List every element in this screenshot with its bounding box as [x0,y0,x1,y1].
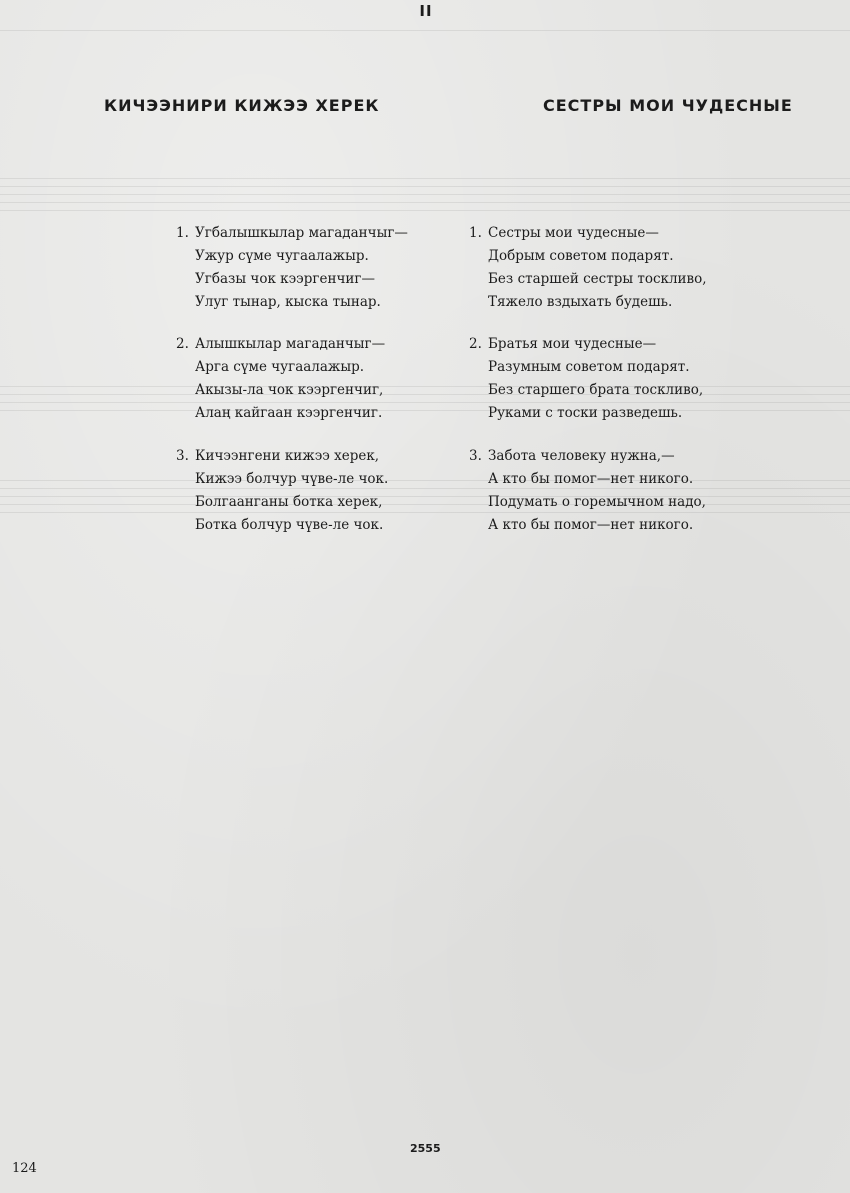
stanza-line: Подумать о горемычном надо, [488,494,706,510]
bleed-through-line [0,186,850,187]
russian-stanza-1 [469,222,707,314]
stanza-line: 3. Кичээнгени кижээ херек, [176,445,388,468]
stanza-line: Улуг тынар, кыска тынар. [195,294,381,310]
bleed-through-line [0,386,850,387]
page-number: 124 [12,1161,37,1176]
stanza-number: 2. [469,336,482,352]
bleed-through-line [0,402,850,403]
stanza-line: Угбазы чок кээргенчиг— [195,271,375,287]
stanza-line: Тяжело вздыхать будешь. [488,294,673,310]
stanza-line: Без старшей сестры тоскливо, [488,271,707,287]
stanza-number: 1. [469,225,482,241]
bleed-through-line [0,202,850,203]
stanza-number: 3. [469,448,482,464]
stanza-line: 2. Братья мои чудесные— [469,333,703,356]
stanza-line: Кижээ болчур чүве-ле чок. [195,471,389,487]
stanza-line: Арга сүме чугаалажыр. [195,359,365,375]
stanza-line: Добрым советом подарят. [488,248,674,264]
title-tuvan: КИЧЭЭНИРИ КИЖЭЭ ХЕРЕК [104,96,380,115]
russian-stanza-3 [469,445,706,537]
stanza-line: Ужур сүме чугаалажыр. [195,248,369,264]
stanza-line: 1. Сестры мои чудесные— [469,222,707,245]
stanza-line: 2. Алышкылар магаданчыг— [176,333,385,356]
stanza-line: Алаң кайгаан кээргенчиг. [195,405,383,421]
tuvan-stanza-3 [176,445,388,537]
stanza-line: Болгаанганы ботка херек, [195,494,383,510]
stanza-line: Руками с тоски разведешь. [488,405,683,421]
bleed-through-line [0,410,850,411]
stanza-line: А кто бы помог—нет никого. [488,517,694,533]
stanza-line: Без старшего брата тоскливо, [488,382,704,398]
stanza-line: 1. Угбалышкылар магаданчыг— [176,222,408,245]
bleed-through-line [0,496,850,497]
page-marker: II [419,2,433,20]
stanza-line: Акызы-ла чок кээргенчиг, [195,382,384,398]
bleed-through-line [0,30,850,31]
stanza-line: 3. Забота человеку нужна,— [469,445,706,468]
title-russian: СЕСТРЫ МОИ ЧУДЕСНЫЕ [543,96,793,115]
tuvan-stanza-2 [176,333,385,425]
footer-print-code: 2555 [410,1142,441,1155]
bleed-through-line [0,504,850,505]
tuvan-stanza-1 [176,222,408,314]
bleed-through-line [0,394,850,395]
russian-stanza-2 [469,333,703,425]
bleed-through-line [0,194,850,195]
bleed-through-line [0,488,850,489]
stanza-number: 1. [176,225,189,241]
bleed-through-line [0,512,850,513]
stanza-line: Разумным советом подарят. [488,359,690,375]
bleed-through-line [0,210,850,211]
stanza-number: 2. [176,336,189,352]
stanza-number: 3. [176,448,189,464]
bleed-through-line [0,178,850,179]
stanza-line: Ботка болчур чүве-ле чок. [195,517,384,533]
bleed-through-line [0,480,850,481]
stanza-line: А кто бы помог—нет никого. [488,471,694,487]
